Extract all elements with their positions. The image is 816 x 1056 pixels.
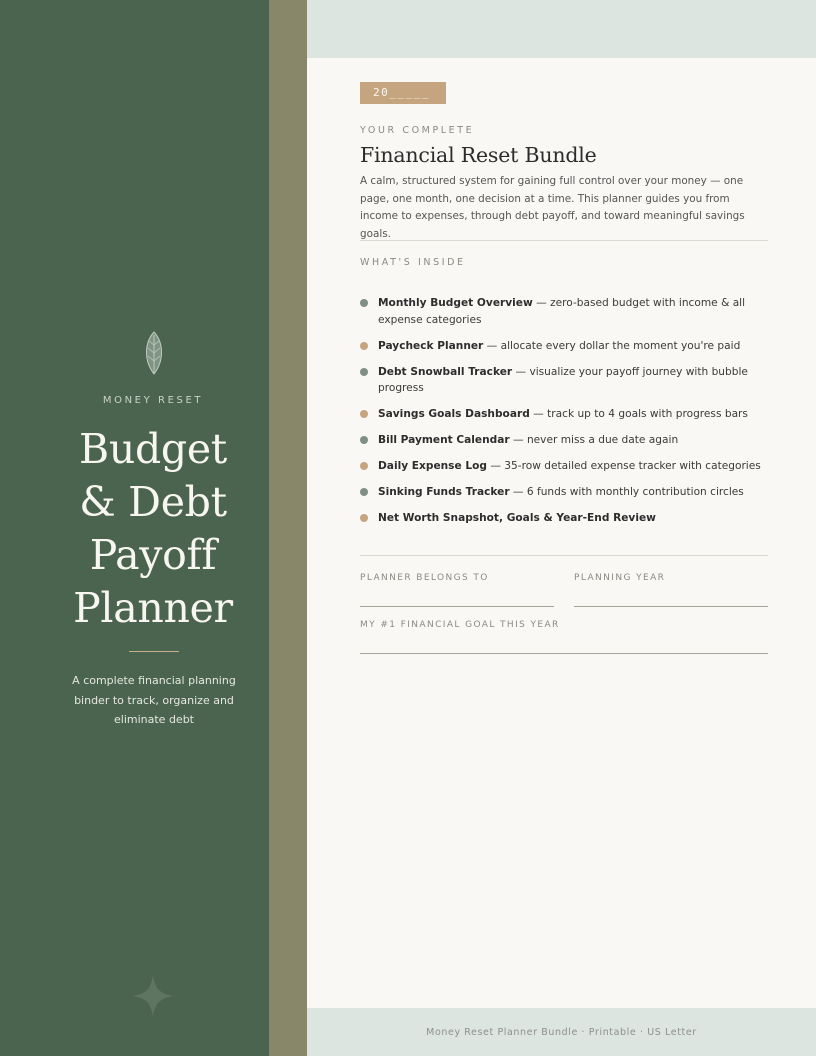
year-field-line[interactable] — [574, 606, 768, 607]
bullet-dot — [360, 436, 368, 444]
bullet-dot — [360, 342, 368, 350]
feature-name: Daily Expense Log — [378, 460, 487, 472]
section-divider — [360, 240, 768, 241]
year-badge: 20_____ — [360, 82, 446, 104]
list-item — [360, 458, 770, 475]
feature-description: — never miss a due date again — [509, 434, 679, 446]
feature-description: — visualize your payoff journey with bubble progress — [378, 365, 748, 394]
cover-title — [0, 423, 306, 635]
cover-title-line: Planner — [73, 584, 233, 632]
top-band — [307, 0, 816, 58]
feature-description: — allocate every dollar the moment you're paid — [483, 339, 741, 352]
list-item — [360, 484, 770, 501]
leaf-icon — [142, 331, 166, 375]
feature-name: Sinking Funds Tracker — [378, 486, 510, 498]
section-label: WHAT'S INSIDE — [360, 257, 466, 268]
owner-field-line[interactable] — [360, 606, 554, 607]
list-item — [360, 295, 770, 328]
goal-field-line[interactable] — [360, 653, 768, 654]
footer-text: Money Reset Planner Bundle · Printable · US Letter — [426, 1027, 697, 1038]
list-item — [360, 338, 770, 355]
title-divider — [129, 651, 179, 652]
cover-title-line: Payoff — [89, 531, 217, 579]
bullet-dot — [360, 514, 368, 522]
cover-subtitle: A complete financial planning binder to track, organize and eliminate debt — [72, 674, 236, 726]
bullet-dot — [360, 462, 368, 470]
section-divider — [360, 555, 768, 556]
list-item — [360, 406, 770, 423]
feature-name: Savings Goals Dashboard — [378, 408, 530, 420]
feature-description: — 6 funds with monthly contribution circles — [509, 486, 744, 498]
feature-name: Bill Payment Calendar — [378, 434, 510, 446]
feature-description: — zero-based budget with income & all expense categories — [378, 297, 746, 326]
bullet-dot — [360, 410, 368, 418]
list-item — [360, 432, 770, 449]
page-title: Financial Reset Bundle — [360, 143, 597, 167]
list-item — [360, 510, 770, 527]
goal-field-label: MY #1 FINANCIAL GOAL THIS YEAR — [360, 620, 560, 630]
feature-list — [360, 295, 770, 536]
sparkle-icon — [132, 975, 174, 1017]
bullet-dot — [360, 368, 368, 376]
owner-field-label: PLANNER BELONGS TO — [360, 573, 489, 583]
feature-name: Debt Snowball Tracker — [378, 365, 513, 378]
bullet-dot — [360, 299, 368, 307]
feature-name: Monthly Budget Overview — [378, 297, 533, 309]
cover-title-line: Budget — [79, 425, 227, 473]
eyebrow-label: YOUR COMPLETE — [360, 125, 475, 136]
list-item — [360, 364, 770, 397]
cover-title-line: & Debt — [79, 478, 227, 526]
intro-paragraph: A calm, structured system for gaining full control over your money — one page, one month, one decision at a time. This planner guides you from income to expenses, through debt payoff, and toward meaningful savings goals. — [360, 175, 745, 240]
year-field-label: PLANNING YEAR — [574, 573, 666, 583]
feature-name: Net Worth Snapshot, Goals & Year-End Review — [378, 512, 656, 524]
feature-description: — 35-row detailed expense tracker with categories — [486, 460, 761, 472]
brand-name: MONEY RESET — [102, 395, 204, 406]
bullet-dot — [360, 488, 368, 496]
feature-name: Paycheck Planner — [378, 339, 484, 352]
feature-description: — track up to 4 goals with progress bars — [529, 408, 748, 420]
